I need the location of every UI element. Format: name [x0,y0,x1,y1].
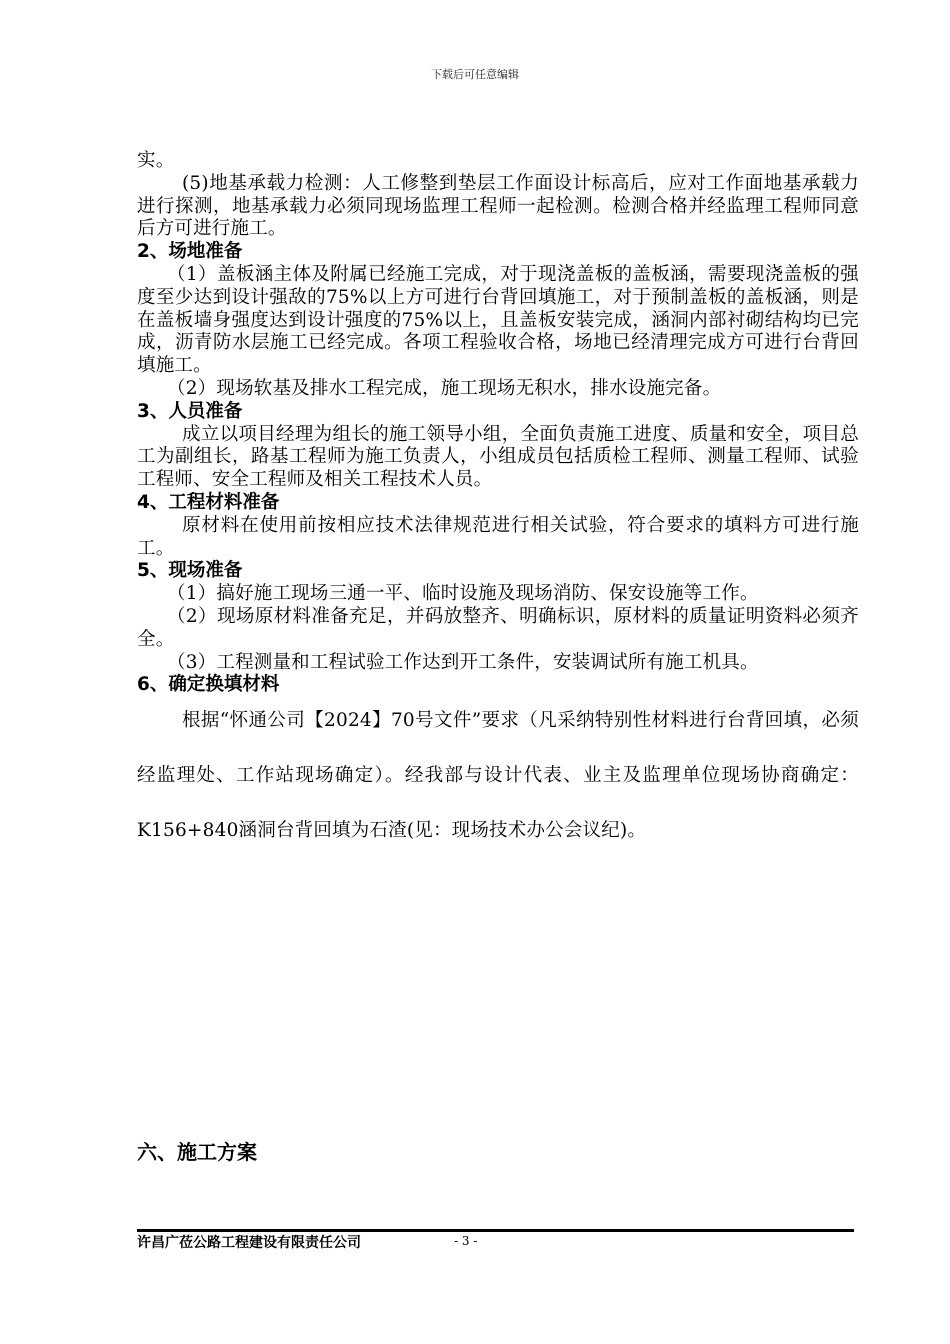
paragraph-material: 原材料在使用前按相应技术法律规范进行相关试验，符合要求的填料方可进行施工。 [137,514,859,559]
page-header: 下载后可任意编辑 [431,68,519,81]
paragraph-site-2: （2）现场软基及排水工程完成，施工现场无积水，排水设施完备。 [167,377,722,399]
paragraph-onsite-1: （1）搞好施工现场三通一平、临时设施及现场消防、保安设施等工作。 [167,583,759,605]
footer-company: 许昌广莅公路工程建设有限责任公司 [137,1235,361,1251]
document-body [137,150,859,858]
heading-material-preparation: 4、工程材料准备 [137,491,280,513]
paragraph-bearing-capacity: (5)地基承载力检测：人工修整到垫层工作面设计标高后，应对工作面地基承载力进行探测，地基承载力必须同现场监理工程师一起检测。检测合格并经监理工程师同意后方可进行施工。 [137,172,859,240]
page-number: - 3 - [454,1234,478,1248]
paragraph-personnel: 成立以项目经理为组长的施工领导小组，全面负责施工进度、质量和安全，项目总工为副组长，路基工程师为施工负责人，小组成员包括质检工程师、测量工程师、试验工程师、安全工程师及相关工程技术人员。 [137,423,859,491]
paragraph-continuation: 实。 [137,150,175,171]
paragraph-onsite-2: （2）现场原材料准备充足，并码放整齐、明确标识，原材料的质量证明资料必须齐全。 [137,605,859,650]
heading-onsite-preparation: 5、现场准备 [137,560,243,582]
heading-site-preparation: 2、场地准备 [137,241,243,263]
heading-fill-material: 6、确定换填材料 [137,674,280,696]
section-title: 六、施工方案 [137,1140,257,1164]
paragraph-site-1: （1）盖板涵主体及附属已经施工完成，对于现浇盖板的盖板涵，需要现浇盖板的强度至少达到设计强敌的75%以上方可进行台背回填施工，对于预制盖板的盖板涵，则是在盖板墙身强度达到设计强度的75%以上，且盖板安装完成，涵洞内部衬砌结构均已完成，沥青防水层施工已经完成。各项工程验收合格，场地已经清理完成方可进行台背回填施工。 [137,263,859,377]
paragraph-onsite-3: （3）工程测量和工程试验工作达到开工条件，安装调试所有施工机具。 [167,651,759,673]
heading-personnel-preparation: 3、人员准备 [137,400,243,422]
paragraph-fill-material: 根据“怀通公司【2024】70号文件”要求（凡采纳特别性材料进行台背回填，必须经监理处、工作站现场确定）。经我部与设计代表、业主及监理单位现场协商确定：K156+840涵洞台背回填为石渣(见：现场技术办公会议纪)。 [137,710,859,842]
